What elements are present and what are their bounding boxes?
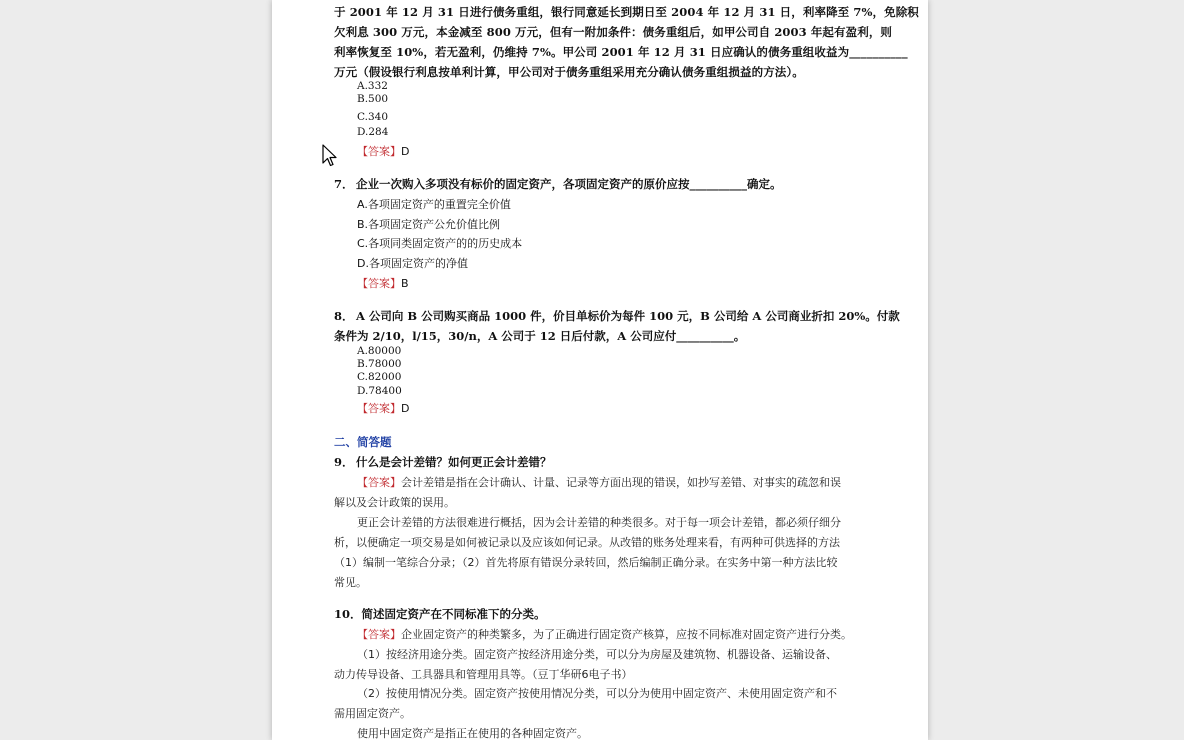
answer-value: D bbox=[401, 145, 410, 158]
document-page[interactable] bbox=[272, 0, 928, 740]
q7-number: 7． bbox=[334, 177, 354, 191]
section-heading-short-answer: 二、简答题 bbox=[334, 435, 392, 449]
viewer-background-left bbox=[0, 0, 272, 740]
q10-text: 简述固定资产在不同标准下的分类。 bbox=[361, 607, 546, 621]
q8-answer bbox=[357, 400, 409, 416]
q7-answer bbox=[357, 275, 409, 291]
q9-para2-line-2: 析，以便确定一项交易是如何被记录以及应该如何记录。从改错的账务处理来看，有两种可供选择的方法 bbox=[334, 536, 840, 549]
q6-option-a: A.332 bbox=[357, 80, 388, 92]
q8-text-1: A 公司向 B 公司购买商品 1000 件，价目单标价为每件 100 元，B 公司给 A 公司商业折扣 20%。付款 bbox=[356, 309, 900, 323]
q8-option-a: A.80000 bbox=[357, 345, 402, 357]
q9-text: 什么是会计差错？如何更正会计差错？ bbox=[356, 455, 552, 469]
q10-question bbox=[334, 606, 546, 622]
q8-option-b: B.78000 bbox=[357, 358, 402, 370]
q10-p1-line-1: （1）按经济用途分类。固定资产按经济用途分类，可以分为房屋及建筑物、机器设备、运输设备、 bbox=[357, 648, 837, 661]
q10-answer-text: 企业固定资产的种类繁多，为了正确进行固定资产核算，应按不同标准对固定资产进行分类。 bbox=[401, 628, 852, 641]
q7-text: 企业一次购入多项没有标价的固定资产，各项固定资产的原价应按__________确定。 bbox=[356, 177, 782, 191]
q10-p2-line-1: （2）按使用情况分类。固定资产按使用情况分类，可以分为使用中固定资产、未使用固定资产和不 bbox=[357, 687, 837, 700]
q8-option-d: D.78400 bbox=[357, 385, 402, 397]
q9-answer-text: 会计差错是指在会计确认、计量、记录等方面出现的错误，如抄写差错、对事实的疏忽和误 bbox=[401, 476, 841, 489]
q6-answer bbox=[357, 143, 409, 159]
answer-tag: 【答案】 bbox=[357, 628, 401, 641]
q7-question bbox=[334, 176, 782, 192]
answer-value: D bbox=[401, 402, 410, 415]
q8-question-line-1 bbox=[334, 308, 900, 324]
q9-answer-line-1 bbox=[357, 474, 841, 490]
q8-option-c: C.82000 bbox=[357, 371, 402, 383]
q6-text-line-2: 欠利息 300 万元，本金减至 800 万元，但有一附加条件：债务重组后，如甲公司自 2003 年起有盈利，则 bbox=[334, 25, 893, 39]
q7-option-d: D.各项固定资产的净值 bbox=[357, 257, 468, 270]
q7-option-a: A.各项固定资产的重置完全价值 bbox=[357, 198, 511, 211]
answer-tag: 【答案】 bbox=[357, 145, 401, 158]
mouse-pointer-icon bbox=[322, 144, 338, 168]
q8-number: 8． bbox=[334, 309, 354, 323]
q10-answer-line-1 bbox=[357, 626, 852, 642]
q9-answer-line-2: 解以及会计政策的误用。 bbox=[334, 496, 455, 509]
q9-para2-line-4: 常见。 bbox=[334, 576, 367, 589]
q6-text-line-4: 万元（假设银行利息按单利计算，甲公司对于债务重组采用充分确认债务重组损益的方法）。 bbox=[334, 65, 804, 79]
q6-option-c: C.340 bbox=[357, 111, 389, 123]
q10-p3-line-1: 使用中固定资产是指正在使用的各种固定资产。 bbox=[357, 727, 588, 740]
q9-number: 9． bbox=[334, 455, 354, 469]
q9-question bbox=[334, 454, 552, 470]
answer-tag: 【答案】 bbox=[357, 476, 401, 489]
viewer-background-right bbox=[928, 0, 1184, 740]
q7-option-b: B.各项固定资产公允价值比例 bbox=[357, 218, 501, 231]
q9-para2-line-3: （1）编制一笔综合分录；（2）首先将原有错误分录转回，然后编制正确分录。在实务中第一种方法比较 bbox=[334, 556, 838, 569]
q10-number: 10． bbox=[334, 607, 362, 621]
q6-text-line-3: 利率恢复至 10%，若无盈利，仍维持 7%。甲公司 2001 年 12 月 31 日应确认的债务重组收益为__________ bbox=[334, 45, 908, 59]
answer-value: B bbox=[401, 277, 409, 290]
q7-option-c: C.各项同类固定资产的的历史成本 bbox=[357, 237, 523, 250]
answer-tag: 【答案】 bbox=[357, 402, 401, 415]
q10-p1-line-2: 动力传导设备、工具器具和管理用具等。（豆丁华研6电子书） bbox=[334, 668, 633, 681]
q6-option-b: B.500 bbox=[357, 93, 389, 105]
q6-option-d: D.284 bbox=[357, 126, 389, 138]
q10-p2-line-2: 需用固定资产。 bbox=[334, 707, 411, 720]
q9-para2-line-1: 更正会计差错的方法很难进行概括，因为会计差错的种类很多。对于每一项会计差错，都必须仔细分 bbox=[357, 516, 841, 529]
q6-text-line-1: 于 2001 年 12 月 31 日进行债务重组，银行同意延长到期日至 2004 年 12 月 31 日，利率降至 7%，免除积 bbox=[334, 5, 919, 19]
q8-question-line-2: 条件为 2/10，l/15，30/n，A 公司于 12 日后付款，A 公司应付__________。 bbox=[334, 329, 746, 343]
answer-tag: 【答案】 bbox=[357, 277, 401, 290]
